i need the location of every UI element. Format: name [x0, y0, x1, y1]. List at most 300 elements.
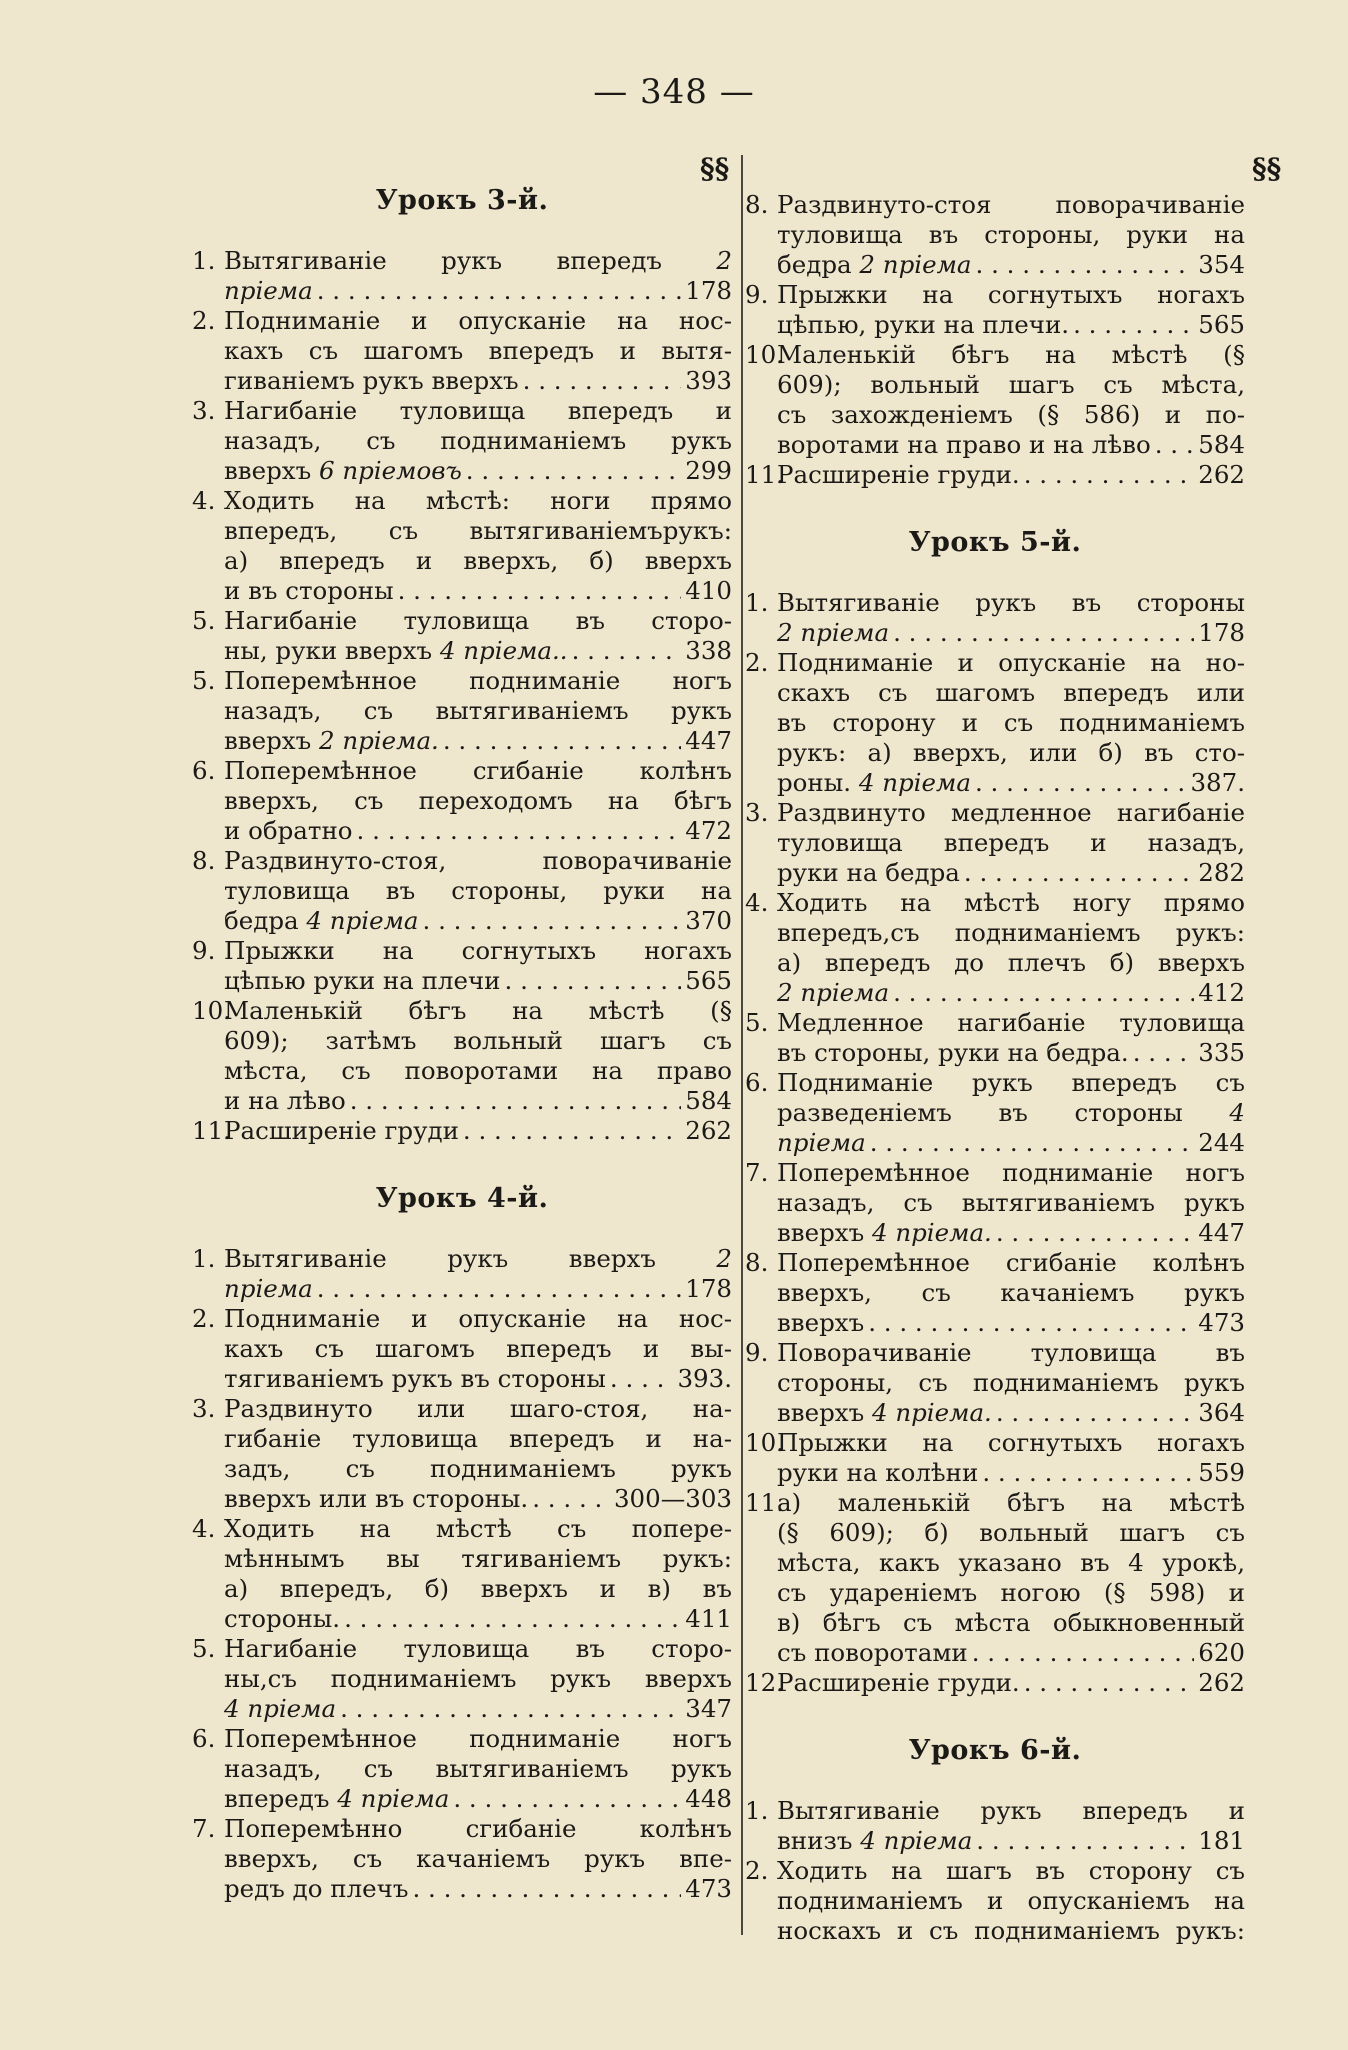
leader-dots — [1073, 310, 1194, 340]
section-reference: 300—303 — [613, 1484, 732, 1513]
exercise-item — [745, 1068, 1245, 1158]
section-reference: 262 — [1198, 460, 1245, 489]
exercise-reference-line — [777, 858, 1245, 888]
exercise-last-line: и въ стороны — [224, 576, 394, 605]
exercise-line: а) маленькій бѣгъ на мѣстѣ — [777, 1488, 1245, 1517]
section-reference: 181 — [1198, 1826, 1245, 1855]
exercise-item — [192, 1514, 732, 1634]
exercise-line: Нагибаніе туловища впередъ и — [224, 396, 732, 425]
section-reference: 447 — [1198, 1218, 1245, 1247]
exercise-item — [192, 306, 732, 396]
exercise-line: а) впередъ, б) вверхъ и в) въ — [224, 1574, 732, 1603]
leader-dots — [976, 1826, 1194, 1856]
section-reference: 347 — [685, 1694, 732, 1723]
page-number: — 348 — — [593, 72, 755, 112]
leader-dots — [412, 1874, 681, 1904]
exercise-reference-line — [224, 1694, 732, 1724]
leader-dots — [1024, 1668, 1195, 1698]
section-reference: 282 — [1198, 858, 1245, 887]
exercise-item — [192, 996, 732, 1116]
leader-dots — [964, 858, 1194, 888]
exercise-item — [745, 280, 1245, 340]
exercise-reference-line — [224, 726, 732, 756]
exercise-item — [192, 396, 732, 486]
exercise-reference-line — [224, 1784, 732, 1814]
exercise-reference-line — [777, 768, 1245, 798]
exercise-line: туловища въ стороны, руки на — [224, 876, 732, 905]
leader-dots — [1155, 430, 1195, 460]
exercise-reference-line — [777, 1038, 1245, 1068]
section-reference: 411 — [685, 1604, 732, 1633]
exercise-line: Раздвинуто-стоя поворачиваніе — [777, 190, 1245, 219]
exercise-line: съ захожденіемъ (§ 586) и по- — [777, 400, 1245, 429]
exercise-line: вверхъ, съ переходомъ на бѣгъ — [224, 786, 732, 815]
section-reference: 473 — [1198, 1308, 1245, 1337]
exercise-reference-line — [777, 430, 1245, 460]
exercise-line: туловища въ стороны, руки на — [777, 220, 1245, 249]
exercise-reference-line — [224, 906, 732, 936]
exercise-item — [745, 798, 1245, 888]
exercise-number: 6. — [192, 1724, 216, 1753]
exercise-number: 2. — [192, 306, 216, 335]
left-column — [192, 158, 732, 1904]
exercise-last-line: впередъ 4 пріема — [224, 1784, 450, 1813]
exercise-reference-line — [777, 618, 1245, 648]
section-reference: 393 — [685, 366, 732, 395]
exercise-number: 3. — [192, 396, 216, 425]
exercise-line: Поперемѣнное подниманіе ногъ — [777, 1158, 1245, 1187]
section-reference: 565 — [685, 966, 732, 995]
leader-dots — [463, 1116, 681, 1146]
exercise-item — [745, 648, 1245, 798]
right-column — [745, 158, 1245, 1946]
exercise-reference-line — [777, 460, 1245, 490]
section-reference: 584 — [1198, 430, 1245, 459]
leader-dots — [870, 1128, 1195, 1158]
exercise-number: 9. — [745, 280, 769, 309]
exercise-number: 4. — [192, 1514, 216, 1543]
exercise-reference-line — [224, 636, 732, 666]
leader-dots — [972, 1638, 1195, 1668]
exercise-reference-line — [777, 978, 1245, 1008]
exercise-line: въ сторону и съ подниманіемъ — [777, 708, 1245, 737]
leader-dots — [893, 978, 1194, 1008]
section-reference: 262 — [685, 1116, 732, 1145]
lesson-block — [745, 190, 1245, 490]
exercise-number: 5. — [192, 1634, 216, 1663]
exercise-last-line: бедра 2 пріема — [777, 250, 972, 279]
exercise-last-line: и на лѣво — [224, 1086, 346, 1115]
exercise-number: 8. — [745, 1248, 769, 1277]
leader-dots — [398, 576, 682, 606]
section-reference: 299 — [685, 456, 732, 485]
exercise-last-line: и обратно — [224, 816, 353, 845]
exercise-number: 11. — [745, 460, 784, 489]
exercise-item — [745, 1248, 1245, 1338]
exercise-line: вверхъ, съ качаніемъ рукъ — [777, 1278, 1245, 1307]
exercise-line: Ходить на мѣстѣ ногу прямо — [777, 888, 1245, 917]
exercise-reference-line — [777, 1668, 1245, 1698]
section-reference: 559 — [1198, 1458, 1245, 1487]
exercise-number: 1. — [745, 1796, 769, 1825]
exercise-item — [192, 1814, 732, 1904]
section-reference: 178 — [1198, 618, 1245, 647]
exercise-item — [745, 1338, 1245, 1428]
exercise-line: 609); затѣмъ вольный шагъ съ — [224, 1026, 732, 1055]
exercise-item — [745, 1856, 1245, 1946]
exercise-line: впередъ, съ вытягиваніемърукъ: — [224, 516, 732, 545]
exercise-last-line: бедра 4 пріема — [224, 906, 419, 935]
exercise-item — [192, 936, 732, 996]
section-reference: 393. — [677, 1364, 732, 1393]
exercise-line: гибаніе туловища впередъ и на- — [224, 1424, 732, 1453]
exercise-last-line: съ поворотами — [777, 1638, 968, 1667]
exercise-line: мѣста, съ поворотами на право — [224, 1056, 732, 1085]
exercise-reference-line — [777, 1218, 1245, 1248]
exercise-number: 9. — [745, 1338, 769, 1367]
exercise-line: скахъ съ шагомъ впередъ или — [777, 678, 1245, 707]
exercise-number: 5. — [192, 606, 216, 635]
exercise-last-line: цѣпью, руки на плечи. — [777, 310, 1070, 339]
leader-dots — [453, 1784, 681, 1814]
exercise-line: разведеніемъ въ стороны 4 — [777, 1098, 1245, 1127]
exercise-reference-line — [224, 276, 732, 306]
leader-dots — [505, 966, 682, 996]
exercise-number: 1. — [192, 246, 216, 275]
leader-dots — [1133, 1038, 1195, 1068]
lesson-title: Урокъ 6-й. — [908, 1735, 1082, 1766]
exercise-list — [192, 246, 732, 1146]
exercise-line: Маленькій бѣгъ на мѣстѣ (§ — [777, 340, 1245, 369]
exercise-last-line: вверхъ 6 пріемовъ — [224, 456, 462, 485]
exercise-line: Вытягиваніе рукъ впередъ и — [777, 1796, 1245, 1825]
section-reference: 262 — [1198, 1668, 1245, 1697]
exercise-line: Поворачиваніе туловища въ — [777, 1338, 1245, 1367]
section-reference: 354 — [1198, 250, 1245, 279]
exercise-last-line: Расширеніе груди. — [777, 1668, 1020, 1697]
section-reference: 387. — [1190, 768, 1245, 797]
exercise-line: Подниманіе и опусканіе на нос- — [224, 1304, 732, 1333]
lesson-block — [192, 1184, 732, 1904]
exercise-number: 4. — [745, 888, 769, 917]
exercise-line: назадъ, съ подниманіемъ рукъ — [224, 426, 732, 455]
exercise-number: 2. — [745, 648, 769, 677]
exercise-list — [192, 1244, 732, 1904]
exercise-line: Раздвинуто-стоя, поворачиваніе — [224, 846, 732, 875]
section-reference: 448 — [685, 1784, 732, 1813]
exercise-list — [745, 588, 1245, 1698]
leader-dots — [982, 1458, 1194, 1488]
exercise-line: Маленькій бѣгъ на мѣстѣ (§ — [224, 996, 732, 1025]
exercise-item — [745, 340, 1245, 460]
leader-dots — [868, 1308, 1194, 1338]
exercise-last-line: пріема — [224, 276, 313, 305]
section-reference: 244 — [1198, 1128, 1245, 1157]
exercise-last-line: въ стороны, руки на бедра. — [777, 1038, 1129, 1067]
exercise-item — [192, 756, 732, 846]
exercise-line: мѣста, какъ указано въ 4 урокѣ, — [777, 1548, 1245, 1577]
exercise-line: съ удареніемъ ногою (§ 598) и — [777, 1578, 1245, 1607]
exercise-number: 11. — [192, 1116, 231, 1145]
exercise-item — [745, 1008, 1245, 1068]
exercise-last-line: вверхъ или въ стороны. — [224, 1484, 529, 1513]
exercise-item — [745, 190, 1245, 280]
exercise-item — [192, 246, 732, 306]
leader-dots — [893, 618, 1194, 648]
exercise-line: Поперемѣнное подниманіе ногъ — [224, 666, 732, 695]
exercise-reference-line — [224, 1364, 732, 1394]
exercise-line: а) впередъ до плечъ б) вверхъ — [777, 948, 1245, 977]
exercise-last-line: ны, руки вверхъ 4 пріема.. — [224, 636, 568, 665]
exercise-line: 609); вольный шагъ съ мѣста, — [777, 370, 1245, 399]
exercise-line: Вытягиваніе рукъ впередъ 2 — [224, 246, 732, 275]
lesson-block — [745, 528, 1245, 1698]
section-reference: 364 — [1198, 1398, 1245, 1427]
exercise-last-line: воротами на право и на лѣво — [777, 430, 1151, 459]
exercise-line: в) бѣгъ съ мѣста обыкновенный — [777, 1608, 1245, 1637]
exercise-line: Подниманіе рукъ впередъ съ — [777, 1068, 1245, 1097]
exercise-line: (§ 609); б) вольный шагъ съ — [777, 1518, 1245, 1547]
exercise-line: Поперемѣнное сгибаніе колѣнъ — [224, 756, 732, 785]
exercise-item — [745, 1796, 1245, 1856]
leader-dots — [523, 366, 682, 396]
exercise-item — [192, 846, 732, 936]
exercise-last-line: 4 пріема — [224, 1694, 337, 1723]
exercise-reference-line — [224, 1604, 732, 1634]
exercise-line: Вытягиваніе рукъ въ стороны — [777, 588, 1245, 617]
exercise-number: 10. — [745, 1428, 784, 1457]
exercise-line: Прыжки на согнутыхъ ногахъ — [777, 280, 1245, 309]
leader-dots — [423, 906, 682, 936]
exercise-number: 10. — [745, 340, 784, 369]
leader-dots — [466, 456, 681, 486]
lesson-title: Урокъ 5-й. — [908, 527, 1082, 558]
exercise-last-line: 2 пріема — [777, 978, 890, 1007]
exercise-list — [745, 1796, 1245, 1946]
exercise-number: 2. — [745, 1856, 769, 1885]
exercise-item — [745, 1158, 1245, 1248]
exercise-number: 7. — [745, 1158, 769, 1187]
exercise-number: 4. — [192, 486, 216, 515]
section-reference: 412 — [1198, 978, 1245, 1007]
lesson-title: Урокъ 4-й. — [375, 1183, 549, 1214]
section-reference: 338 — [685, 636, 732, 665]
exercise-line: Медленное нагибаніе туловища — [777, 1008, 1245, 1037]
leader-dots — [976, 250, 1195, 280]
exercise-number: 6. — [192, 756, 216, 785]
exercise-number: 3. — [192, 1394, 216, 1423]
exercise-last-line: вверхъ 4 пріема. — [777, 1398, 992, 1427]
section-reference: 620 — [1198, 1638, 1245, 1667]
section-reference: 447 — [685, 726, 732, 755]
exercise-line: Вытягиваніе рукъ вверхъ 2 — [224, 1244, 732, 1273]
exercise-line: а) впередъ и вверхъ, б) вверхъ — [224, 546, 732, 575]
exercise-item — [192, 1244, 732, 1304]
exercise-line: Подниманіе и опусканіе на но- — [777, 648, 1245, 677]
exercise-last-line: стороны. — [224, 1604, 341, 1633]
exercise-line: ны,съ подниманіемъ рукъ вверхъ — [224, 1664, 732, 1693]
exercise-item — [192, 666, 732, 756]
exercise-line: подниманіемъ и опусканіемъ на — [777, 1886, 1245, 1915]
exercise-reference-line — [777, 250, 1245, 280]
exercise-item — [192, 1116, 732, 1146]
exercise-list — [745, 190, 1245, 490]
exercise-item — [745, 1668, 1245, 1698]
section-sign-left: §§ — [700, 152, 730, 185]
section-reference: 584 — [685, 1086, 732, 1115]
leader-dots — [996, 1218, 1194, 1248]
exercise-item — [192, 1724, 732, 1814]
exercise-reference-line — [224, 966, 732, 996]
exercise-number: 1. — [745, 588, 769, 617]
exercise-last-line: руки на колѣни — [777, 1458, 979, 1487]
exercise-line: Нагибаніе туловища въ сторо- — [224, 1634, 732, 1663]
exercise-line: Подниманіе и опусканіе на нос- — [224, 306, 732, 335]
exercise-line: Ходить на мѣстѣ: ноги прямо — [224, 486, 732, 515]
exercise-reference-line — [224, 1484, 732, 1514]
exercise-reference-line — [777, 1638, 1245, 1668]
exercise-item — [192, 606, 732, 666]
exercise-last-line: вверхъ 4 пріема. — [777, 1218, 992, 1247]
exercise-last-line: 2 пріема — [777, 618, 890, 647]
exercise-number: 2. — [192, 1304, 216, 1333]
exercise-line: Нагибаніе туловища въ сторо- — [224, 606, 732, 635]
exercise-last-line: вверхъ — [777, 1308, 865, 1337]
exercise-line: задъ, съ подниманіемъ рукъ — [224, 1454, 732, 1483]
leader-dots — [572, 636, 682, 666]
exercise-line: кахъ съ шагомъ впередъ и вы- — [224, 1334, 732, 1363]
exercise-last-line: редъ до плечъ — [224, 1874, 409, 1903]
exercise-reference-line — [224, 576, 732, 606]
section-reference: 178 — [685, 1274, 732, 1303]
exercise-number: 11. — [745, 1488, 784, 1517]
exercise-number: 6. — [745, 1068, 769, 1097]
exercise-line: назадъ, съ вытягиваніемъ рукъ — [224, 696, 732, 725]
exercise-item — [192, 1394, 732, 1514]
column-divider — [741, 155, 743, 1935]
exercise-number: 12. — [745, 1668, 784, 1697]
exercise-item — [192, 1304, 732, 1394]
exercise-last-line: роны. 4 пріема — [777, 768, 971, 797]
exercise-line: Ходить на шагъ въ сторону съ — [777, 1856, 1245, 1885]
leader-dots — [996, 1398, 1194, 1428]
leader-dots — [443, 726, 681, 756]
exercise-reference-line — [224, 456, 732, 486]
section-reference: 472 — [685, 816, 732, 845]
exercise-line: Поперемѣнно сгибаніе колѣнъ — [224, 1814, 732, 1843]
exercise-line: назадъ, съ вытягиваніемъ рукъ — [224, 1754, 732, 1783]
exercise-line: назадъ, съ вытягиваніемъ рукъ — [777, 1188, 1245, 1217]
exercise-reference-line — [777, 1308, 1245, 1338]
section-sign-right: §§ — [1252, 152, 1282, 185]
exercise-line: Прыжки на согнутыхъ ногахъ — [224, 936, 732, 965]
exercise-last-line: цѣпью руки на плечи — [224, 966, 501, 995]
exercise-reference-line — [777, 1128, 1245, 1158]
leader-dots — [1024, 460, 1195, 490]
exercise-item — [745, 460, 1245, 490]
exercise-line: вверхъ, съ качаніемъ рукъ впе- — [224, 1844, 732, 1873]
exercise-reference-line — [224, 366, 732, 396]
exercise-last-line: вверхъ 2 пріема. — [224, 726, 439, 755]
section-reference: 178 — [685, 276, 732, 305]
exercise-reference-line — [777, 310, 1245, 340]
exercise-line: Прыжки на согнутыхъ ногахъ — [777, 1428, 1245, 1457]
leader-dots — [317, 1274, 682, 1304]
exercise-last-line: пріема — [224, 1274, 313, 1303]
leader-dots — [357, 816, 682, 846]
section-reference: 410 — [685, 576, 732, 605]
exercise-item — [745, 888, 1245, 1008]
exercise-reference-line — [224, 1274, 732, 1304]
exercise-number: 8. — [745, 190, 769, 219]
lesson-title: Урокъ 3-й. — [375, 185, 549, 216]
exercise-line: мѣннымъ вы тягиваніемъ рукъ: — [224, 1544, 732, 1573]
exercise-item — [745, 588, 1245, 648]
exercise-number: 9. — [192, 936, 216, 965]
section-reference: 473 — [685, 1874, 732, 1903]
exercise-reference-line — [777, 1458, 1245, 1488]
exercise-line: Ходить на мѣстѣ съ попере- — [224, 1514, 732, 1543]
exercise-item — [745, 1428, 1245, 1488]
exercise-reference-line — [224, 1874, 732, 1904]
exercise-number: 10. — [192, 996, 231, 1025]
leader-dots — [532, 1484, 610, 1514]
lesson-block — [745, 1736, 1245, 1946]
exercise-line: стороны, съ подниманіемъ рукъ — [777, 1368, 1245, 1397]
exercise-reference-line — [224, 816, 732, 846]
leader-dots — [350, 1086, 682, 1116]
exercise-number: 7. — [192, 1814, 216, 1843]
exercise-reference-line — [224, 1086, 732, 1116]
leader-dots — [344, 1604, 681, 1634]
exercise-last-line: руки на бедра — [777, 858, 960, 887]
exercise-line: туловища впередъ и назадъ, — [777, 828, 1245, 857]
exercise-number: 3. — [745, 798, 769, 827]
exercise-line: Раздвинуто или шаго-стоя, на- — [224, 1394, 732, 1423]
exercise-line: Поперемѣнное сгибаніе колѣнъ — [777, 1248, 1245, 1277]
exercise-last-line: Расширеніе груди — [224, 1116, 459, 1145]
lesson-block — [192, 186, 732, 1146]
exercise-last-line: тягиваніемъ рукъ въ стороны — [224, 1364, 606, 1393]
exercise-last-line: внизъ 4 пріема — [777, 1826, 973, 1855]
exercise-number: 5. — [745, 1008, 769, 1037]
exercise-reference-line — [777, 1826, 1245, 1856]
exercise-line: кахъ съ шагомъ впередъ и вытя- — [224, 336, 732, 365]
exercise-line: рукъ: а) вверхъ, или б) въ сто- — [777, 738, 1245, 767]
exercise-item — [192, 486, 732, 606]
exercise-line: впередъ,съ подниманіемъ рукъ: — [777, 918, 1245, 947]
exercise-line: носкахъ и съ подниманіемъ рукъ: — [777, 1916, 1245, 1945]
leader-dots — [975, 768, 1187, 798]
leader-dots — [610, 1364, 674, 1394]
exercise-item — [745, 1488, 1245, 1668]
leader-dots — [317, 276, 682, 306]
exercise-last-line: пріема — [777, 1128, 866, 1157]
exercise-line: Поперемѣнное подниманіе ногъ — [224, 1724, 732, 1753]
exercise-number: 1. — [192, 1244, 216, 1273]
section-reference: 370 — [685, 906, 732, 935]
exercise-last-line: гиваніемъ рукъ вверхъ — [224, 366, 519, 395]
exercise-reference-line — [224, 1116, 732, 1146]
section-reference: 565 — [1198, 310, 1245, 339]
exercise-item — [192, 1634, 732, 1724]
leader-dots — [340, 1694, 681, 1724]
exercise-line: Раздвинуто медленное нагибаніе — [777, 798, 1245, 827]
section-reference: 335 — [1198, 1038, 1245, 1067]
exercise-number: 8. — [192, 846, 216, 875]
exercise-reference-line — [777, 1398, 1245, 1428]
exercise-last-line: Расширеніе груди. — [777, 460, 1020, 489]
